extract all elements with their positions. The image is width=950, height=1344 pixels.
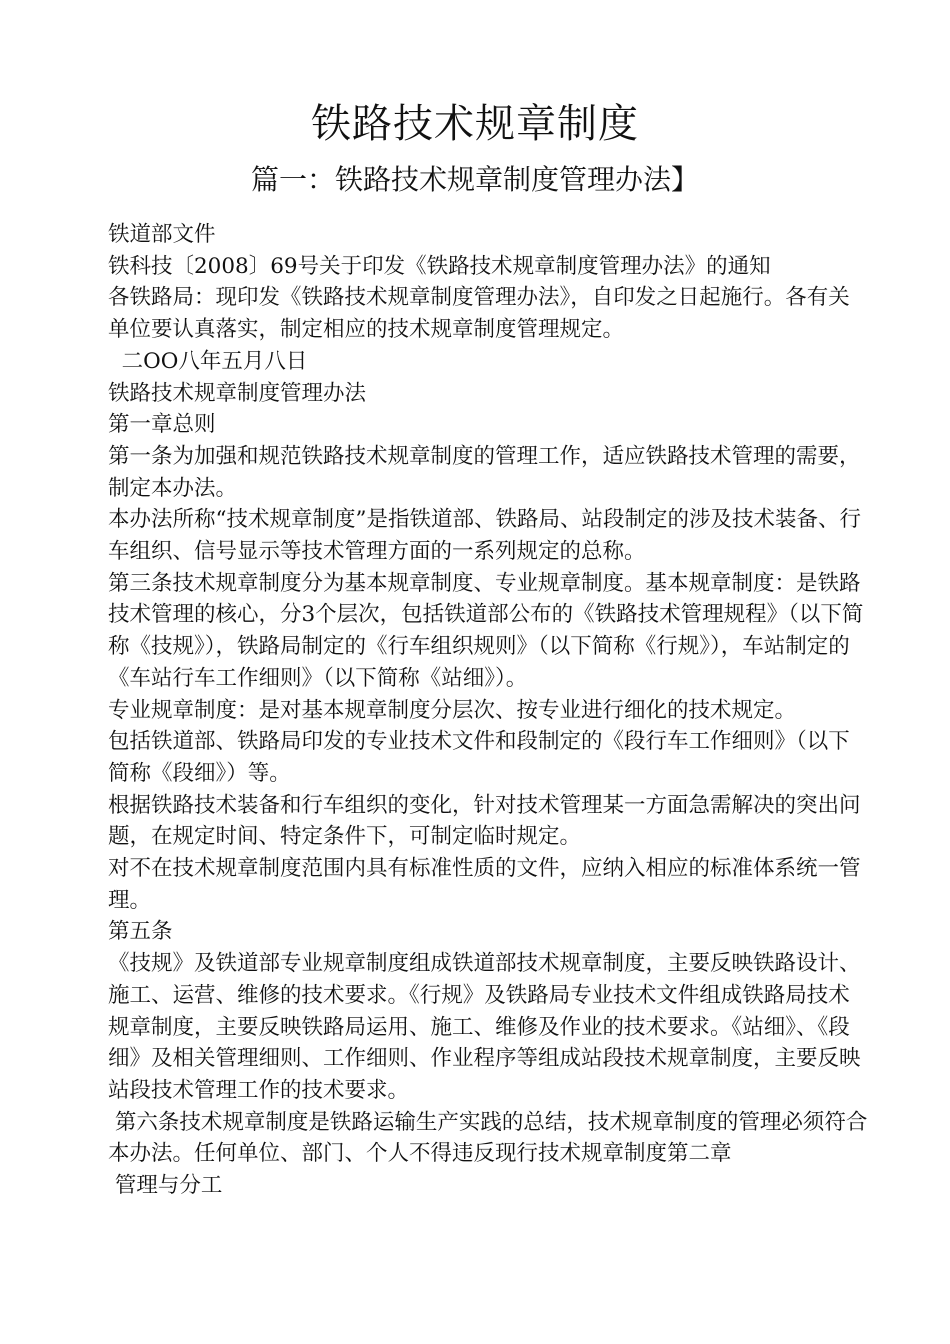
document-subtitle: 篇一：铁路技术规章制度管理办法】 [250,163,699,196]
paragraph: 对不在技术规章制度范围内具有标准性质的文件，应纳入相应的标准体系统一管理。 [108,856,861,913]
paragraph: 本办法所称“技术规章制度”是指铁道部、铁路局、站段制定的涉及技术装备、行车组织、信号显示等技术管理方面的一系列规定的总称。 [108,507,861,565]
document-title: 铁路技术规章制度 [311,101,639,147]
paragraph: 根据铁路技术装备和行车组织的变化，针对技术管理某一方面急需解决的突出问题，在规定时间、特定条件下，可制定临时规定。 [108,792,861,850]
paragraph: 《技规》及铁道部专业规章制度组成铁道部技术规章制度，主要反映铁路设计、施工、运营、维修的技术要求。《行规》及铁路局专业技术文件组成铁路局技术规章制度，主要反映铁路局运用、施工、维修及作业的技术要求。《站细》、《段细》及相关管理细则、工作细则、作业程序等组成站段技术规章制度，主要反映站段技术管理工作的技术要求。 [108,951,861,1103]
paragraph: 铁路技术规章制度管理办法 [108,380,367,406]
paragraph: 包括铁道部、铁路局印发的专业技术文件和段制定的《段行车工作细则》（以下简称《段细》）等。 [108,729,850,786]
paragraph: 专业规章制度：是对基本规章制度分层次、按专业进行细化的技术规定。 [108,697,797,723]
paragraph: 铁道部文件 [108,222,216,247]
paragraph: 第一条为加强和规范铁路技术规章制度的管理工作，适应铁路技术管理的需要，制定本办法。 [108,443,861,501]
document-body [108,219,868,1202]
paragraph: 管理与分工 [108,1173,223,1199]
paragraph: 第一章总则 [108,412,216,438]
paragraph: 二OO八年五月八日 [108,348,308,374]
paragraph: 铁科技〔2008〕69号关于印发《铁路技术规章制度管理办法》的通知 [108,253,771,279]
paragraph: 各铁路局：现印发《铁路技术规章制度管理办法》，自印发之日起施行。各有关单位要认真落实，制定相应的技术规章制度管理规定。 [108,285,850,343]
paragraph: 第三条技术规章制度分为基本规章制度、专业规章制度。基本规章制度：是铁路技术管理的核心，分3个层次，包括铁道部公布的《铁路技术管理规程》（以下简称《技规》），铁路局制定的《行车组织规则》（以下简称《行规》），车站制定的《车站行车工作细则》（以下简称《站细》）。 [108,570,864,691]
paragraph: 第六条技术规章制度是铁路运输生产实践的总结，技术规章制度的管理必须符合本办法。任何单位、部门、个人不得违反现行技术规章制度第二章 [108,1109,868,1167]
paragraph: 第五条 [108,919,173,945]
